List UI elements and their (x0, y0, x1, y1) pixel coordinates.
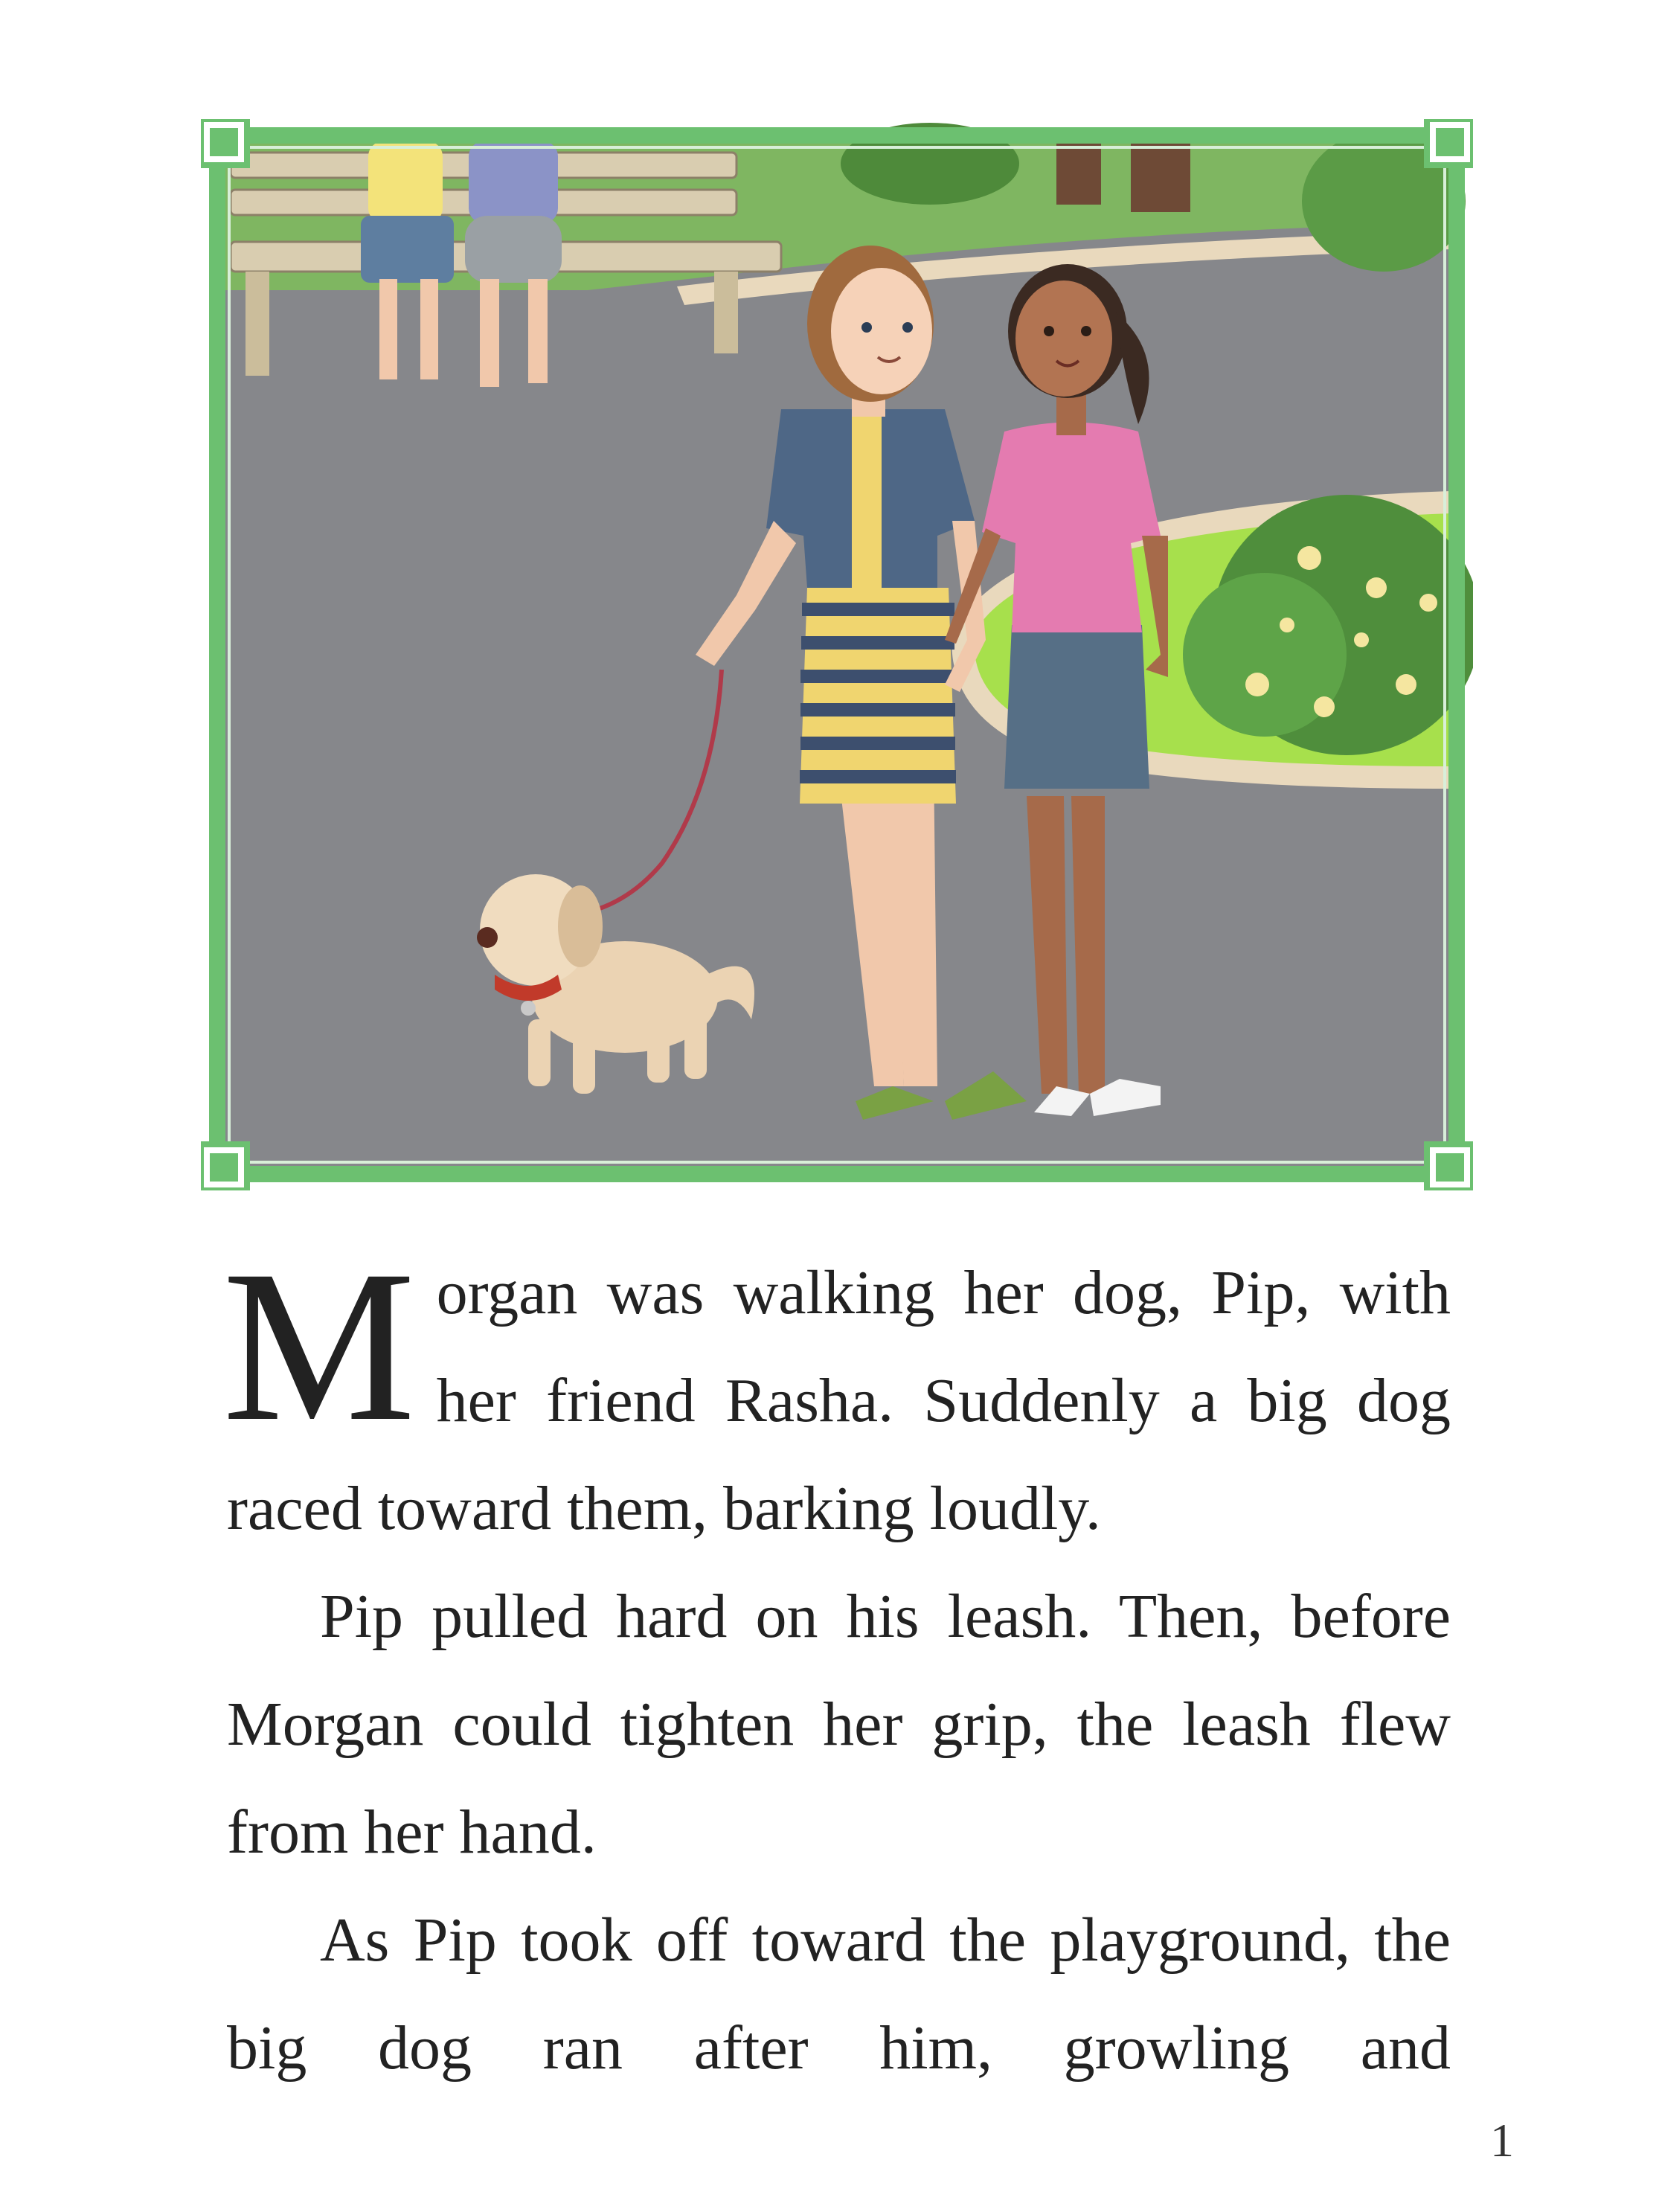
story-paragraph-2: Pip pulled hard on his leash. Then, before Morgan could tighten her grip, the leash flew from her hand. (227, 1582, 1451, 1867)
story-paragraph-1-text: organ was walking her dog, Pip, with her friend Rasha. Suddenly a big dog raced toward them, barking loudly. (227, 1258, 1451, 1543)
story-illustration (201, 119, 1473, 1190)
story-text (222, 1226, 1451, 2102)
drop-cap: M (222, 1226, 416, 1466)
page-number: 1 (1490, 2114, 1514, 2167)
story-paragraph-1 (222, 1226, 1451, 1562)
story-paragraph-3: As Pip took off toward the playground, the big dog ran after him, growling and (227, 1905, 1451, 2083)
